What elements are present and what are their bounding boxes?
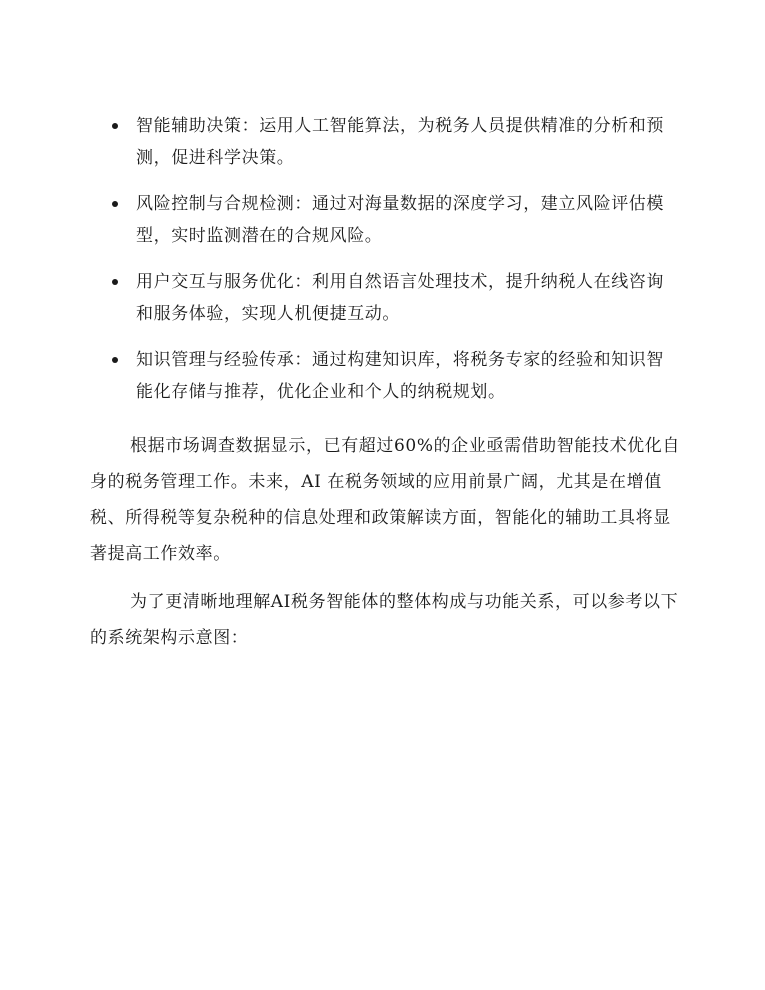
- bullet-text: 智能辅助决策：运用人工智能算法，为税务人员提供精准的分析和预测，促进科学决策。: [136, 116, 664, 168]
- architecture-intro-paragraph: 为了更清晰地理解AI税务智能体的整体构成与功能关系，可以参考以下的系统架构示意图：: [90, 592, 679, 648]
- feature-bullet-list: [112, 110, 680, 422]
- bullet-text: 风险控制与合规检测：通过对海量数据的深度学习，建立风险评估模型，实时监测潜在的合规风险。: [136, 194, 664, 246]
- bullet-dot-icon: [112, 357, 118, 363]
- market-data-paragraph: 根据市场调查数据显示，已有超过60%的企业亟需借助智能技术优化自身的税务管理工作。未来，AI 在税务领域的应用前景广阔，尤其是在增值税、所得税等复杂税种的信息处理和政策解读方面，智能化的辅助工具将显著提高工作效率。: [90, 436, 680, 564]
- bullet-dot-icon: [112, 201, 118, 207]
- bullet-item: [112, 110, 680, 174]
- bullet-text: 知识管理与经验传承：通过构建知识库，将税务专家的经验和知识智能化存储与推荐，优化企业和个人的纳税规划。: [136, 350, 664, 402]
- bullet-item: [112, 266, 680, 330]
- bullet-item: [112, 344, 680, 408]
- bullet-dot-icon: [112, 279, 118, 285]
- bullet-dot-icon: [112, 123, 118, 129]
- bullet-text: 用户交互与服务优化：利用自然语言处理技术，提升纳税人在线咨询和服务体验，实现人机便捷互动。: [136, 272, 664, 324]
- bullet-item: [112, 188, 680, 252]
